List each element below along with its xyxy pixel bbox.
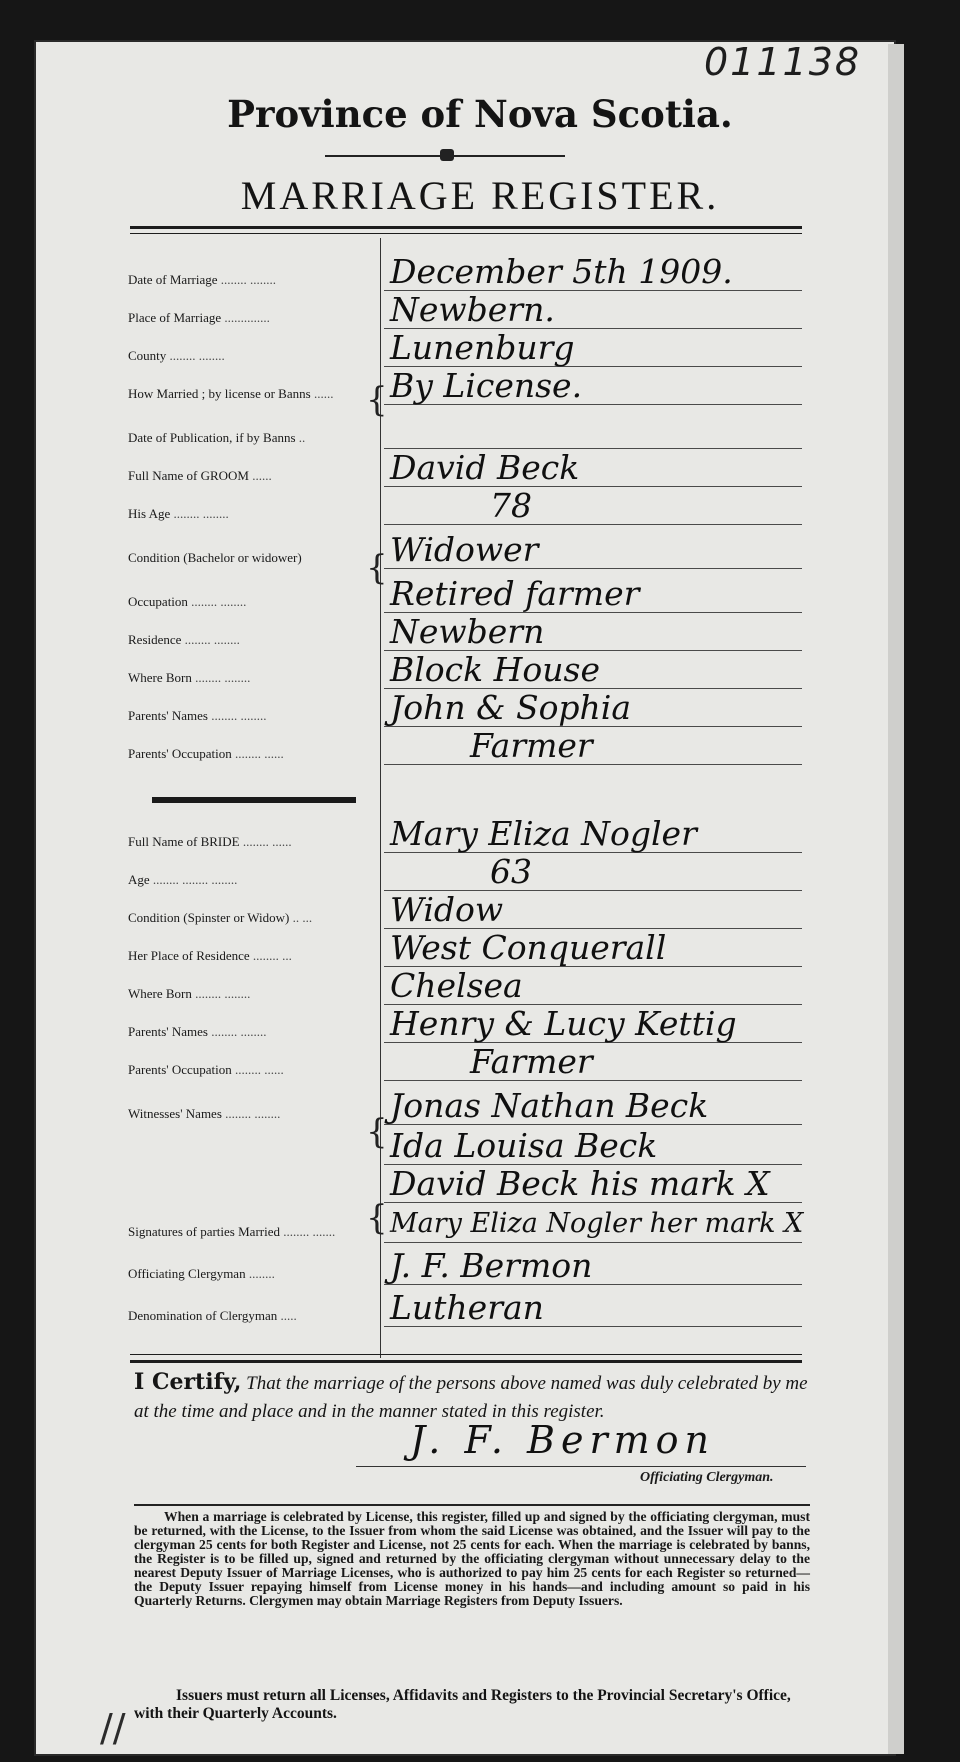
- row-label-text: Her Place of Residence: [128, 948, 250, 963]
- row-label-text: Age: [128, 872, 150, 887]
- handwritten-entry: Block House: [390, 650, 601, 689]
- handwritten-entry: Farmer: [470, 1042, 593, 1081]
- handwritten-entry: By License.: [390, 366, 583, 405]
- row-label-leader: ........ ........: [195, 986, 251, 1001]
- row-label-text: Parents' Occupation: [128, 746, 232, 761]
- handwritten-entry: Mary Eliza Nogler her mark X: [390, 1208, 804, 1239]
- row-label: [128, 708, 382, 724]
- register-title: MARRIAGE REGISTER.: [240, 173, 720, 218]
- handwritten-entry: Jonas Nathan Beck: [390, 1086, 709, 1125]
- sheet-edge: [888, 44, 904, 1754]
- handwritten-entry: Chelsea: [390, 966, 523, 1005]
- row-label-leader: ........ ........: [195, 670, 251, 685]
- row-label-leader: ........ ........ ........: [152, 872, 238, 887]
- row-label: [128, 1106, 382, 1122]
- row-label: [128, 1062, 382, 1078]
- row-label-text: Residence: [128, 632, 182, 647]
- handwritten-entry: Lutheran: [390, 1288, 544, 1327]
- handwritten-entry: J. F. Bermon: [390, 1246, 593, 1285]
- header-rule: [130, 226, 802, 229]
- footer-rule-thin: [130, 1354, 802, 1355]
- handwritten-entry: Farmer: [470, 726, 593, 765]
- header-rule-thin: [130, 233, 802, 234]
- row-label-text: Date of Marriage: [128, 272, 218, 287]
- row-label: [128, 948, 382, 964]
- row-label-text: Where Born: [128, 670, 192, 685]
- document-number: 011138: [704, 40, 862, 84]
- row-label-text: Where Born: [128, 986, 192, 1001]
- handwritten-entry: 78: [490, 486, 532, 525]
- handwritten-entry: Henry & Lucy Kettig: [390, 1004, 737, 1043]
- row-label-leader: ........ .......: [283, 1224, 336, 1239]
- row-label: [128, 506, 382, 522]
- row-label-text: Condition (Bachelor or widower): [128, 550, 302, 565]
- signature-caption: Officiating Clergyman.: [640, 1470, 774, 1485]
- handwritten-entry: John & Sophia: [390, 688, 632, 727]
- row-label: [128, 670, 382, 686]
- row-label-leader: .....: [280, 1308, 297, 1323]
- row-label-leader: ......: [313, 386, 334, 401]
- handwritten-entry: December 5th 1909.: [390, 252, 733, 291]
- handwritten-entry: West Conquerall: [390, 928, 667, 967]
- row-label-text: Denomination of Clergyman: [128, 1308, 278, 1323]
- row-label: [128, 872, 382, 888]
- row-label-text: Place of Marriage: [128, 310, 222, 325]
- brace-how-married: {: [366, 380, 388, 420]
- row-label-leader: ........ ........: [191, 594, 247, 609]
- row-label-leader: ........ ........: [220, 272, 277, 287]
- handwritten-entry: Newbern: [390, 612, 545, 651]
- handwritten-entry: 63: [490, 852, 532, 891]
- row-label-text: Officiating Clergyman: [128, 1266, 246, 1281]
- row-label: [128, 834, 382, 850]
- brace-signatures: {: [366, 1198, 388, 1238]
- handwritten-entry: Ida Louisa Beck: [390, 1126, 658, 1165]
- notice-rule: [134, 1504, 810, 1506]
- row-label: [128, 1266, 382, 1282]
- row-label: [128, 310, 382, 326]
- groom-bride-separator: [152, 797, 356, 803]
- handwritten-entry: Widower: [390, 530, 539, 569]
- row-label-leader: ........ ......: [235, 746, 284, 761]
- row-label-leader: ......: [252, 468, 272, 483]
- row-label: [128, 1224, 382, 1240]
- row-label-text: Occupation: [128, 594, 188, 609]
- row-label: [128, 386, 382, 402]
- certify-body: That the marriage of the persons above named was duly celebrated by me at the time and place and in the manner stated in this register.: [134, 1373, 808, 1422]
- row-label-text: Full Name of GROOM: [128, 468, 249, 483]
- row-label-leader: ........ ......: [235, 1062, 284, 1077]
- ornament-dot: [440, 149, 454, 161]
- handwritten-entry: Newbern.: [390, 290, 555, 329]
- row-label: [128, 594, 382, 610]
- row-label-leader: ........ ......: [242, 834, 292, 849]
- row-label: [128, 348, 382, 364]
- row-label-text: Full Name of BRIDE: [128, 834, 240, 849]
- row-label: [128, 910, 382, 926]
- pencil-marks: //: [100, 1706, 126, 1750]
- row-label-text: County: [128, 348, 167, 363]
- clergyman-signature: J. F. Bermon: [410, 1418, 716, 1462]
- footer-rule: [130, 1360, 802, 1363]
- row-label-leader: ........ ........: [184, 632, 240, 647]
- row-label-leader: ........ ........: [225, 1106, 281, 1121]
- row-label: [128, 1308, 382, 1324]
- handwritten-entry: David Beck: [390, 448, 580, 487]
- row-label: [128, 430, 382, 446]
- row-label-text: Parents' Occupation: [128, 1062, 232, 1077]
- certify-lead: I Certify,: [134, 1369, 242, 1395]
- province-heading: Province of Nova Scotia.: [227, 92, 733, 136]
- row-label: [128, 986, 382, 1002]
- row-label: [128, 468, 382, 484]
- row-label-text: Signatures of parties Married: [128, 1224, 280, 1239]
- issuers-notice: Issuers must return all Licenses, Affidavits and Registers to the Provincial Secretary's Office, with their Quarterly Accounts.: [134, 1687, 791, 1722]
- row-label-leader: ........ ...: [252, 948, 292, 963]
- row-label-leader: ........ ........: [211, 1024, 267, 1039]
- row-label: [128, 1024, 382, 1040]
- brace-condition: {: [366, 548, 388, 588]
- brace-witnesses: {: [366, 1112, 388, 1152]
- row-label-leader: ..: [298, 430, 306, 445]
- row-label-text: How Married ; by license or Banns: [128, 386, 311, 401]
- handwritten-entry: Widow: [390, 890, 504, 929]
- row-label: [128, 550, 382, 566]
- row-label-leader: ........ ........: [173, 506, 229, 521]
- license-notice: When a marriage is celebrated by License, this register, filled up and signed by the officiating clergyman, must be returned, with the License, to the Issuer from whom the said License was obtained, and the Issuer will pay to the clergyman 25 cents for both Register and License, not 25 cents for each. When the marriage is celebrated by banns, the Register is to be filled up, signed and returned by the officiating clergyman without unnecessary delay to the nearest Deputy Issuer of Marriage Licenses, who is authorized to pay him 25 cents for each Register so returned—the Deputy Issuer repaying himself from License money in his hands—and including amount so paid in his Quarterly Returns. Clergymen may obtain Marriage Registers from Deputy Issuers.: [134, 1509, 810, 1608]
- row-label-text: Condition (Spinster or Widow): [128, 910, 290, 925]
- row-label-text: His Age: [128, 506, 171, 521]
- row-label-text: Witnesses' Names: [128, 1106, 222, 1121]
- row-label-leader: ..............: [224, 310, 270, 325]
- handwritten-entry: David Beck his mark X: [390, 1164, 770, 1203]
- handwritten-entry: Lunenburg: [390, 328, 575, 367]
- row-label-leader: ........ ........: [169, 348, 225, 363]
- row-label-text: Parents' Names: [128, 1024, 208, 1039]
- signature-line: [356, 1466, 806, 1467]
- row-label-leader: ........: [248, 1266, 275, 1281]
- handwritten-entry: Mary Eliza Nogler: [390, 814, 697, 853]
- row-label-leader: .. ...: [292, 910, 313, 925]
- row-label-text: Date of Publication, if by Banns: [128, 430, 296, 445]
- row-label: [128, 746, 382, 762]
- row-label: [128, 272, 382, 288]
- row-label-leader: ........ ........: [211, 708, 267, 723]
- row-label: [128, 632, 382, 648]
- handwritten-entry: Retired farmer: [390, 574, 640, 613]
- row-label-text: Parents' Names: [128, 708, 208, 723]
